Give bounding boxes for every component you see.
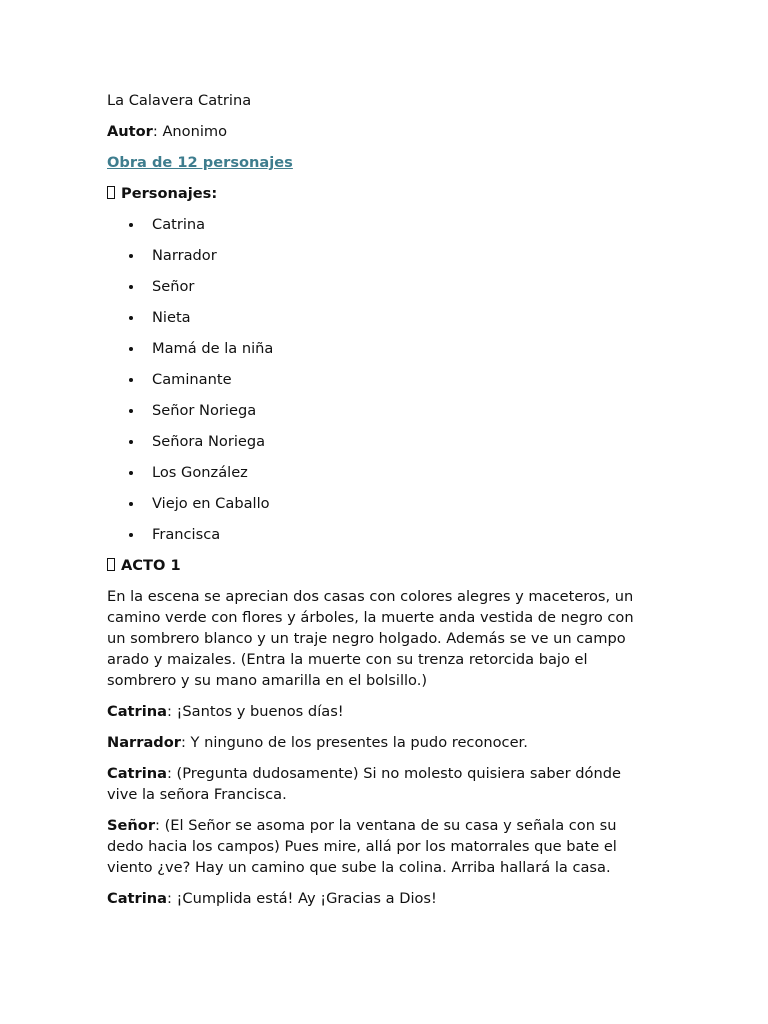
character-name: Mamá de la niña <box>152 340 274 357</box>
speaker-name: Señor <box>107 817 156 834</box>
missing-glyph-icon <box>107 558 115 571</box>
list-item <box>107 338 655 359</box>
dialogue-line <box>107 815 655 878</box>
characters-heading-text: Personajes: <box>121 185 218 202</box>
author-value: : Anonimo <box>152 123 228 140</box>
bullet-icon <box>129 533 133 537</box>
bullet-icon <box>129 502 133 506</box>
speaker-name: Catrina <box>107 890 167 907</box>
dialogue-text: : Y ninguno de los presentes la pudo reconocer. <box>180 734 528 751</box>
character-name: Narrador <box>152 247 217 264</box>
characters-heading <box>107 183 655 204</box>
list-item <box>107 462 655 483</box>
dialogue-text: : ¡Santos y buenos días! <box>166 703 344 720</box>
dialogue-line <box>107 763 655 805</box>
act-heading <box>107 555 655 576</box>
dialogue-text: : (El Señor se asoma por la ventana de su casa y señala con su dedo hacia los campos) Pues mire, allá por los matorrales que bate el viento ¿ve? Hay un camino que sube la colina. Arriba hallará la casa. <box>107 817 617 876</box>
dialogue-text: : ¡Cumplida está! Ay ¡Gracias a Dios! <box>166 890 437 907</box>
character-name: Viejo en Caballo <box>152 495 270 512</box>
dialogue-text: : (Pregunta dudosamente) Si no molesto quisiera saber dónde vive la señora Francisca. <box>107 765 621 803</box>
author-line <box>107 121 655 142</box>
document-title: La Calavera Catrina <box>107 92 252 109</box>
bullet-icon <box>129 285 133 289</box>
bullet-icon <box>129 347 133 351</box>
list-item <box>107 400 655 421</box>
characters-count-link[interactable]: Obra de 12 personajes <box>107 154 293 171</box>
character-name: Los González <box>152 464 248 481</box>
act-heading-text: ACTO 1 <box>121 557 181 574</box>
character-name: Caminante <box>152 371 232 388</box>
character-name: Señor Noriega <box>152 402 257 419</box>
bullet-icon <box>129 440 133 444</box>
list-item <box>107 245 655 266</box>
list-item <box>107 493 655 514</box>
list-item <box>107 307 655 328</box>
list-item <box>107 524 655 545</box>
character-name: Catrina <box>152 216 206 233</box>
scene-description: En la escena se aprecian dos casas con colores alegres y maceteros, un camino verde con flores y árboles, la muerte anda vestida de negro con un sombrero blanco y un traje negro holgado. Además se ve un campo arado y maizales. (Entra la muerte con su trenza retorcida bajo el sombrero y su mano amarilla en el bolsillo.) <box>107 588 634 689</box>
bullet-icon <box>129 316 133 320</box>
list-item <box>107 369 655 390</box>
bullet-icon <box>129 254 133 258</box>
characters-list <box>107 214 655 545</box>
speaker-name: Narrador <box>107 734 181 751</box>
dialogue-line <box>107 732 655 753</box>
speaker-name: Catrina <box>107 765 167 782</box>
character-name: Nieta <box>152 309 191 326</box>
list-item <box>107 214 655 235</box>
document-page <box>107 90 655 919</box>
bullet-icon <box>129 378 133 382</box>
speaker-name: Catrina <box>107 703 167 720</box>
bullet-icon <box>129 223 133 227</box>
missing-glyph-icon <box>107 186 115 199</box>
characters-count-link-line <box>107 152 655 173</box>
list-item <box>107 276 655 297</box>
character-name: Francisca <box>152 526 221 543</box>
dialogue-line <box>107 888 655 909</box>
dialogue-line <box>107 701 655 722</box>
character-name: Señora Noriega <box>152 433 266 450</box>
bullet-icon <box>129 409 133 413</box>
bullet-icon <box>129 471 133 475</box>
author-label: Autor <box>107 123 153 140</box>
list-item <box>107 431 655 452</box>
character-name: Señor <box>152 278 195 295</box>
